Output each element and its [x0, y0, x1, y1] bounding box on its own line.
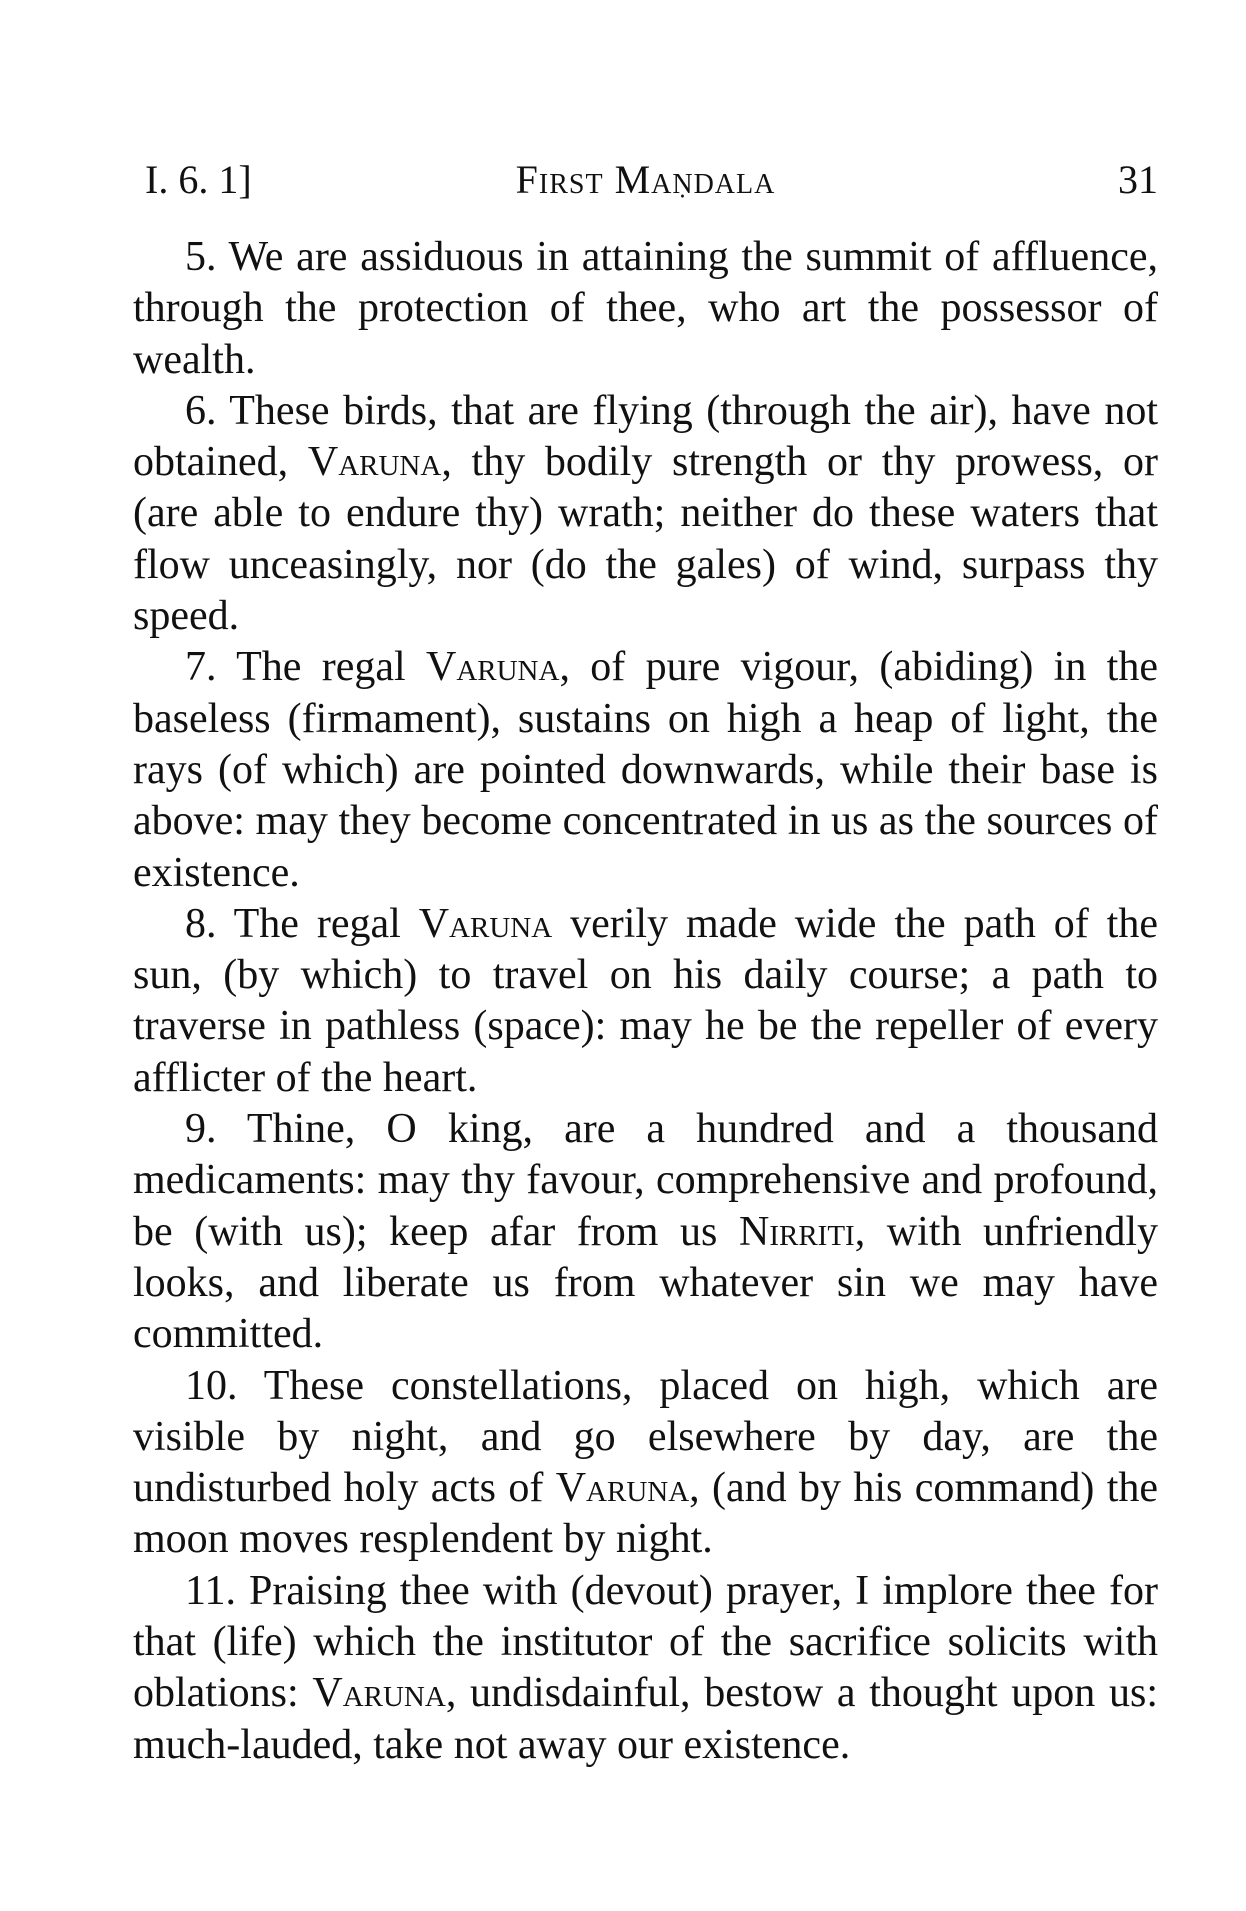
book-page [133, 150, 1158, 1771]
verse-list [133, 232, 1158, 1771]
verse-text: These constellations, placed on high, which are visible by night, and go elsewhere by day, are the undisturbed holy acts of [133, 1362, 1158, 1512]
verse-9 [133, 1104, 1158, 1360]
verse-text: , of pure vigour, (abiding) in the baseless (firmament), sustains on high a heap of light, the rays (of which) are pointed downwards, while their base is above: may they become concentrated in us as the sources of existence. [133, 644, 1158, 896]
verse-number: 6. [185, 387, 217, 434]
deity-name: Varuna [555, 1465, 690, 1512]
deity-name: Varuna [312, 1670, 446, 1717]
page-number: 31 [1118, 157, 1158, 202]
verse-text: , thy bodily strength or thy prowess, or (are able to endure thy) wrath; neither do these waters that flow unceasingly, nor (do the gales) of wind, surpass thy speed. [133, 439, 1159, 640]
verse-number: 7. [185, 644, 217, 691]
verse-text: We are assiduous in attaining the summit of affluence, through the protection of thee, who art the possessor of wealth. [133, 234, 1158, 383]
verse-text: , (and by his command) the moon moves resplendent by night. [133, 1465, 1159, 1563]
verse-number: 11. [185, 1567, 236, 1614]
verse-text: The regal [233, 900, 401, 947]
verse-number: 5. [185, 234, 217, 280]
deity-name: Nirriti [738, 1208, 855, 1255]
deity-name: Varuna [426, 644, 560, 691]
verse-6 [133, 386, 1158, 642]
verse-text: , with unfriendly looks, and liberate us from whatever sin we may have committed. [133, 1208, 1158, 1358]
verse-number: 10. [185, 1362, 238, 1409]
verse-text: The regal [236, 644, 406, 691]
verse-10 [133, 1361, 1158, 1566]
verse-11 [133, 1566, 1158, 1771]
verse-5 [133, 232, 1158, 386]
verse-number: 9. [185, 1106, 217, 1153]
chapter-reference: I. 6. 1] [145, 157, 252, 202]
verse-text: These birds, that are flying (through the air), have not obtained, [133, 387, 1158, 486]
running-title: First Maṇdala [515, 157, 776, 202]
deity-name: Varuna [307, 439, 442, 486]
verse-text: Thine, O king, are a hundred and a thousand medicaments: may thy favour, comprehensive and profound, be (with us); keep afar from us [133, 1106, 1158, 1255]
verse-7 [133, 642, 1158, 898]
verse-8 [133, 899, 1158, 1104]
deity-name: Varuna [418, 900, 553, 947]
verse-number: 8. [185, 900, 217, 947]
verse-text: verily made wide the path of the sun, (by which) to travel on his daily course; a path to traverse in pathless (space): may he be the repeller of every afflicter of the heart. [133, 900, 1158, 1101]
verse-text: Praising thee with (devout) prayer, I implore thee for that (life) which the institutor of the sacrifice solicits with oblations: [133, 1567, 1158, 1717]
running-head [133, 150, 1158, 210]
verse-text: , undisdainful, bestow a thought upon us: much-lauded, take not away our existence. [133, 1670, 1158, 1768]
